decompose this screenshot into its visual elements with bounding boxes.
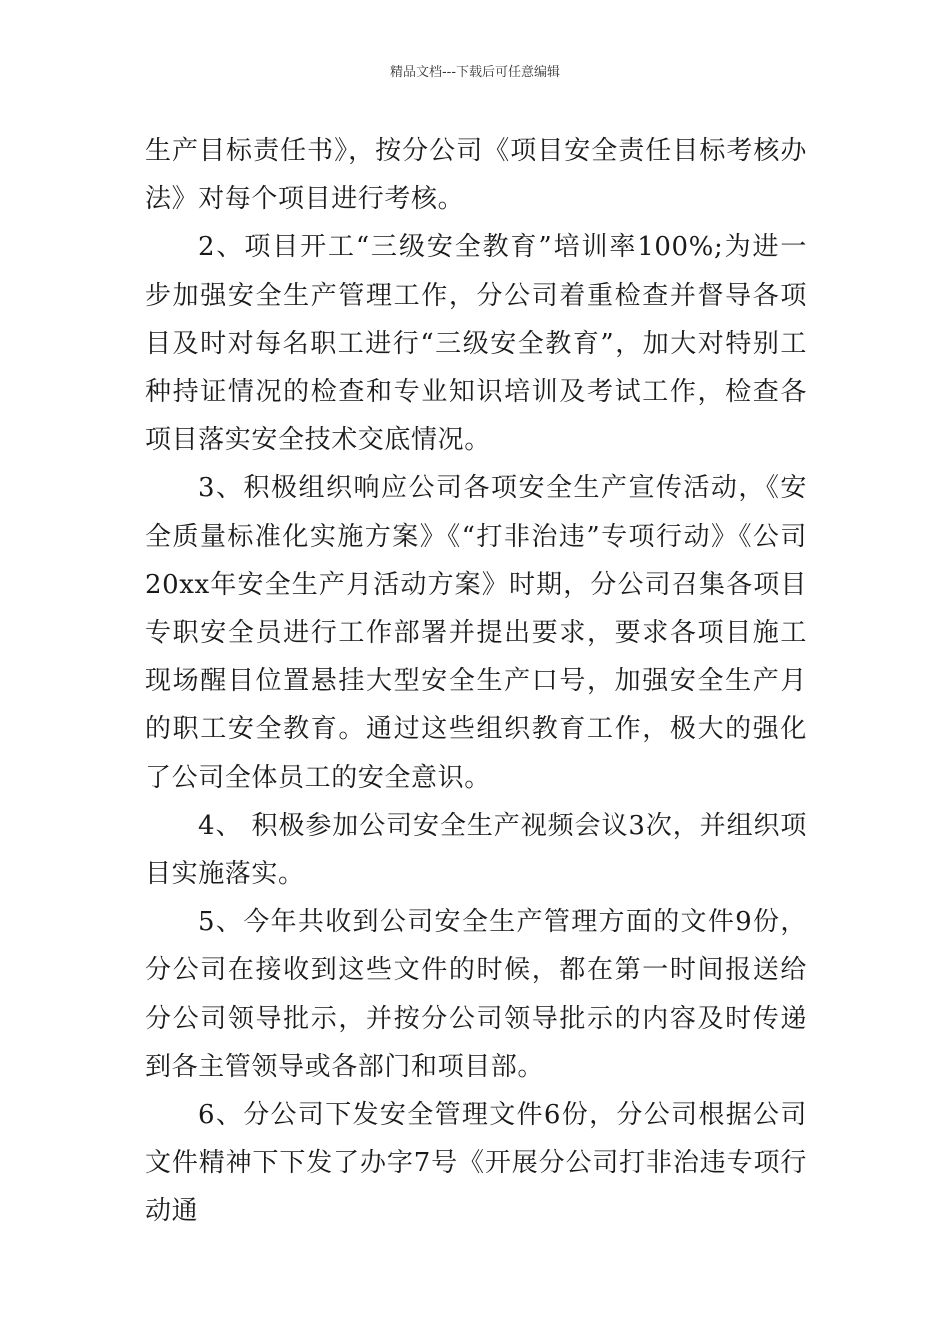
paragraph-3: 3、积极组织响应公司各项安全生产宣传活动，《安全质量标准化实施方案》《“打非治违”专项行动》《公司20xx年安全生产月活动方案》时期，分公司召集各项目专职安全员进行工作部署并提出要求，要求各项目施工现场醒目位置悬挂大型安全生产口号，加强安全生产月的职工安全教育。通过这些组织教育工作，极大的强化了公司全体员工的安全意识。: [145, 473, 807, 793]
paragraph-4: 4、 积极参加公司安全生产视频会议3次，并组织项目实施落实。: [145, 810, 807, 890]
paragraph-2: 2、项目开工“三级安全教育”培训率100%;为进一步加强安全生产管理工作，分公司着重检查并督导各项目及时对每名职工进行“三级安全教育”，加大对特别工种持证情况的检查和专业知识培训及考试工作，检查各项目落实安全技术交底情况。: [145, 232, 807, 456]
document-body: [145, 127, 807, 1236]
paragraph-5: 5、今年共收到公司安全生产管理方面的文件9份，分公司在接收到这些文件的时候，都在第一时间报送给分公司领导批示，并按分公司领导批示的内容及时传递到各主管领导或各部门和项目部。: [145, 907, 807, 1082]
paragraph-1: 生产目标责任书》，按分公司《项目安全责任目标考核办法》对每个项目进行考核。: [145, 136, 807, 215]
page-header: 精品文档---下载后可任意编辑: [389, 65, 561, 80]
paragraph-6: 6、分公司下发安全管理文件6份，分公司根据公司文件精神下下发了办字7号《开展分公司打非治违专项行动通: [145, 1100, 807, 1227]
